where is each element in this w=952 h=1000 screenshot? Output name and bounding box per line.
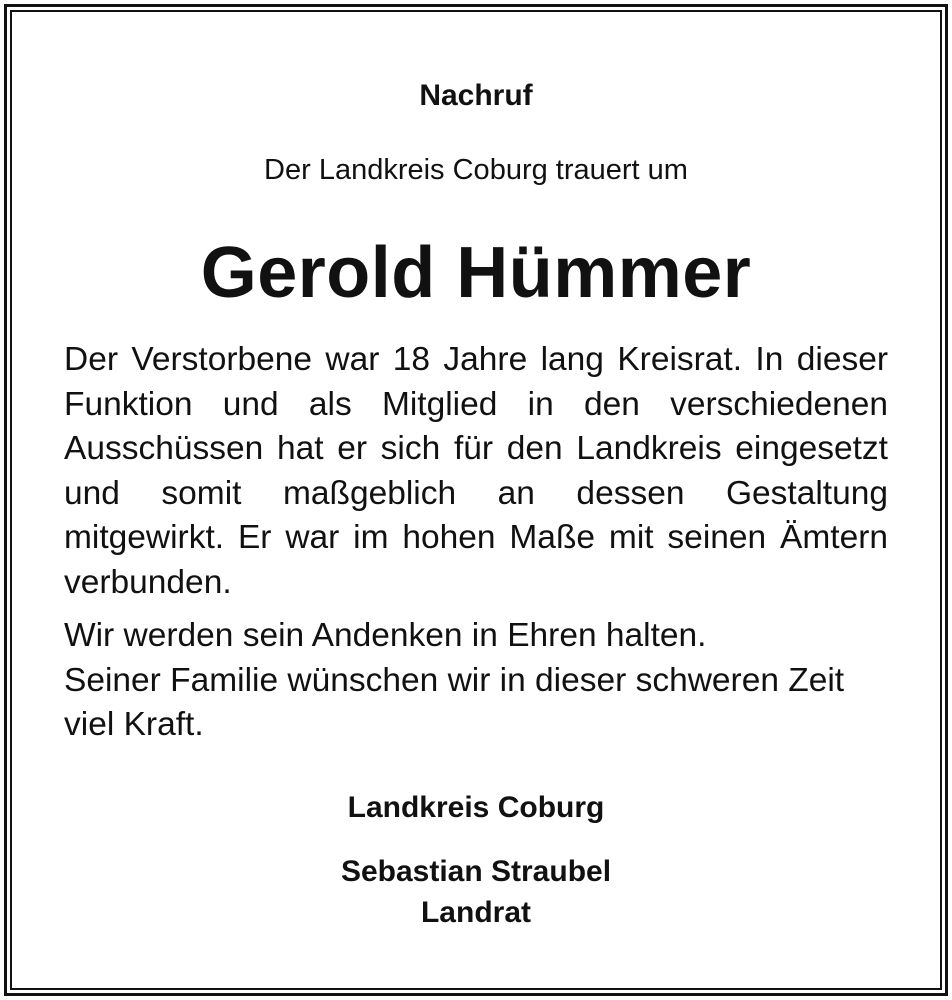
notice-title: Nachruf [419,79,533,112]
closing-line-1: Wir werden sein Andenken in Ehren halten. [64,617,707,654]
deceased-name: Gerold Hümmer [200,233,752,313]
signature-organization: Landkreis Coburg [347,791,605,824]
signature-name: Sebastian Straubel [340,855,612,888]
notice-intro: Der Landkreis Coburg trauert um [264,154,688,186]
tribute-paragraph: Der Verstorbene war 18 Jahre lang Kreisrat. In dieser Funktion und als Mitglied in den verschiedenen Ausschüssen hat er sich für den Landkreis eingesetzt und somit maßgeblich an dessen Gestaltung mitgewirkt. Er war im hohen Maße mit seinen Ämtern verbunden. [64,341,888,601]
signature-role: Landrat [420,896,531,929]
closing-line-2: Seiner Familie wünschen wir in dieser schweren Zeit viel Kraft. [64,661,845,743]
closing-paragraph [64,614,888,748]
